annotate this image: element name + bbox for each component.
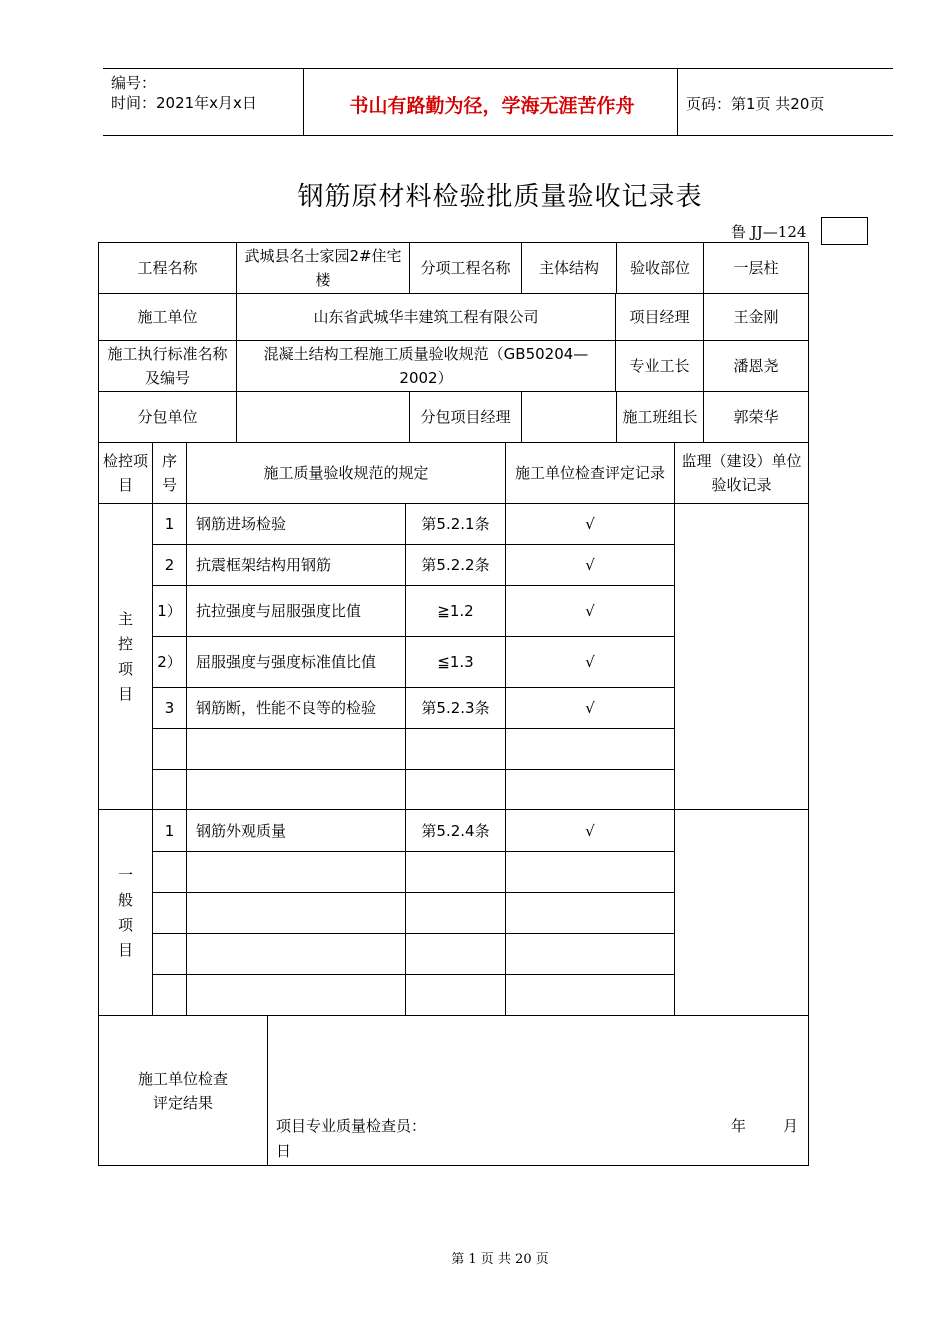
header-divider xyxy=(303,69,304,135)
item-name-cell: 钢筋断，性能不良等的检验 xyxy=(186,687,406,729)
inspection-table xyxy=(98,242,809,1166)
item-name-cell xyxy=(186,851,406,893)
standard-label: 施工执行标准名称及编号 xyxy=(98,340,237,392)
result-content xyxy=(267,1015,809,1166)
seq-cell: 1 xyxy=(152,809,187,852)
seq-cell: 3 xyxy=(152,687,187,729)
inspection-part-value: 一层柱 xyxy=(703,242,809,294)
team-leader-label: 施工班组长 xyxy=(616,391,704,443)
inspector-label: 项目专业质量检查员： xyxy=(276,1117,427,1135)
main-group-char: 项 xyxy=(117,660,133,678)
sub-manager-label: 分包项目经理 xyxy=(409,391,522,443)
item-name-cell xyxy=(186,728,406,770)
project-name-value: 武城县名士家园2#住宅楼 xyxy=(236,242,410,294)
column-header-spec: 施工质量验收规范的规定 xyxy=(186,442,506,504)
form-code-box xyxy=(821,217,868,245)
clause-cell: 第5.2.4条 xyxy=(405,809,506,852)
main-group-char: 控 xyxy=(117,635,133,653)
column-header-item: 检控项目 xyxy=(98,442,153,504)
check-cell: √ xyxy=(505,809,675,852)
sub-project-label: 分项工程名称 xyxy=(409,242,522,294)
manager-label: 项目经理 xyxy=(615,293,704,341)
subcontractor-label: 分包单位 xyxy=(98,391,237,443)
manager-value: 王金刚 xyxy=(703,293,809,341)
subcontractor-value xyxy=(236,391,410,443)
clause-cell xyxy=(405,728,506,770)
check-cell xyxy=(505,728,675,770)
seq-cell: 2 xyxy=(152,544,187,586)
check-cell: √ xyxy=(505,544,675,586)
seq-cell: 1） xyxy=(152,585,187,637)
check-cell xyxy=(505,892,675,934)
item-name-cell xyxy=(186,933,406,975)
seq-cell xyxy=(152,728,187,770)
team-leader-value: 郭荣华 xyxy=(703,391,809,443)
item-name-cell xyxy=(186,892,406,934)
result-label: 施工单位检查评定结果 xyxy=(98,1015,268,1166)
column-header-seq: 序号 xyxy=(152,442,187,504)
seq-cell xyxy=(152,851,187,893)
clause-cell: ≧1.2 xyxy=(405,585,506,637)
page-footer: 第 1 页 共 20 页 xyxy=(451,1252,549,1267)
check-cell xyxy=(505,769,675,810)
sub-manager-value xyxy=(521,391,617,443)
clause-cell: 第5.2.1条 xyxy=(405,503,506,545)
clause-cell: 第5.2.3条 xyxy=(405,687,506,729)
document-title: 钢筋原材料检验批质量验收记录表 xyxy=(297,182,703,212)
seq-cell: 2） xyxy=(152,636,187,688)
clause-cell xyxy=(405,892,506,934)
check-cell xyxy=(505,851,675,893)
contractor-label: 施工单位 xyxy=(98,293,237,341)
seq-cell xyxy=(152,974,187,1016)
general-group-char: 项 xyxy=(117,916,133,934)
inspection-part-label: 验收部位 xyxy=(616,242,704,294)
clause-cell xyxy=(405,769,506,810)
result-month: 月 xyxy=(783,1117,799,1135)
standard-value: 混凝土结构工程施工质量验收规范（GB50204—2002） xyxy=(236,340,616,392)
page-header xyxy=(103,68,893,136)
clause-cell: 第5.2.2条 xyxy=(405,544,506,586)
main-group-char: 主 xyxy=(117,610,133,628)
check-cell: √ xyxy=(505,687,675,729)
clause-cell xyxy=(405,933,506,975)
main-group-char: 目 xyxy=(117,685,133,703)
check-cell xyxy=(505,933,675,975)
item-name-cell: 屈服强度与强度标准值比值 xyxy=(186,636,406,688)
result-year: 年 xyxy=(731,1117,747,1135)
check-cell: √ xyxy=(505,585,675,637)
general-group-char: 目 xyxy=(117,941,133,959)
main-supervisor-cell xyxy=(674,503,809,810)
foreman-label: 专业工长 xyxy=(615,340,704,392)
clause-cell xyxy=(405,851,506,893)
column-header-supervisor: 监理（建设）单位验收记录 xyxy=(674,442,809,504)
result-day: 日 xyxy=(276,1142,292,1160)
contractor-value: 山东省武城华丰建筑工程有限公司 xyxy=(236,293,616,341)
sub-project-value: 主体结构 xyxy=(521,242,617,294)
page-indicator: 页码：第1页 共20页 xyxy=(686,95,825,113)
foreman-value: 潘恩尧 xyxy=(703,340,809,392)
seq-cell xyxy=(152,892,187,934)
header-meta xyxy=(111,73,257,113)
column-header-contractor-check: 施工单位检查评定记录 xyxy=(505,442,675,504)
item-name-cell xyxy=(186,974,406,1016)
clause-cell: ≦1.3 xyxy=(405,636,506,688)
item-name-cell xyxy=(186,769,406,810)
check-cell xyxy=(505,974,675,1016)
general-group-char: 一 xyxy=(117,866,133,884)
time-label: 时间：2021年x月x日 xyxy=(111,94,257,112)
serial-label: 编号： xyxy=(111,74,157,92)
general-group-label xyxy=(98,863,153,963)
project-name-label: 工程名称 xyxy=(98,242,237,294)
check-cell: √ xyxy=(505,503,675,545)
seq-cell xyxy=(152,933,187,975)
item-name-cell: 抗震框架结构用钢筋 xyxy=(186,544,406,586)
motto: 书山有路勤为径，学海无涯苦作舟 xyxy=(349,95,635,117)
form-code: 鲁 JJ—124 xyxy=(731,223,807,241)
item-name-cell: 钢筋外观质量 xyxy=(186,809,406,852)
seq-cell xyxy=(152,769,187,810)
item-name-cell: 钢筋进场检验 xyxy=(186,503,406,545)
general-group-char: 般 xyxy=(117,891,133,909)
clause-cell xyxy=(405,974,506,1016)
general-supervisor-cell xyxy=(674,809,809,1016)
item-name-cell: 抗拉强度与屈服强度比值 xyxy=(186,585,406,637)
check-cell: √ xyxy=(505,636,675,688)
main-group-label xyxy=(98,607,153,707)
seq-cell: 1 xyxy=(152,503,187,545)
